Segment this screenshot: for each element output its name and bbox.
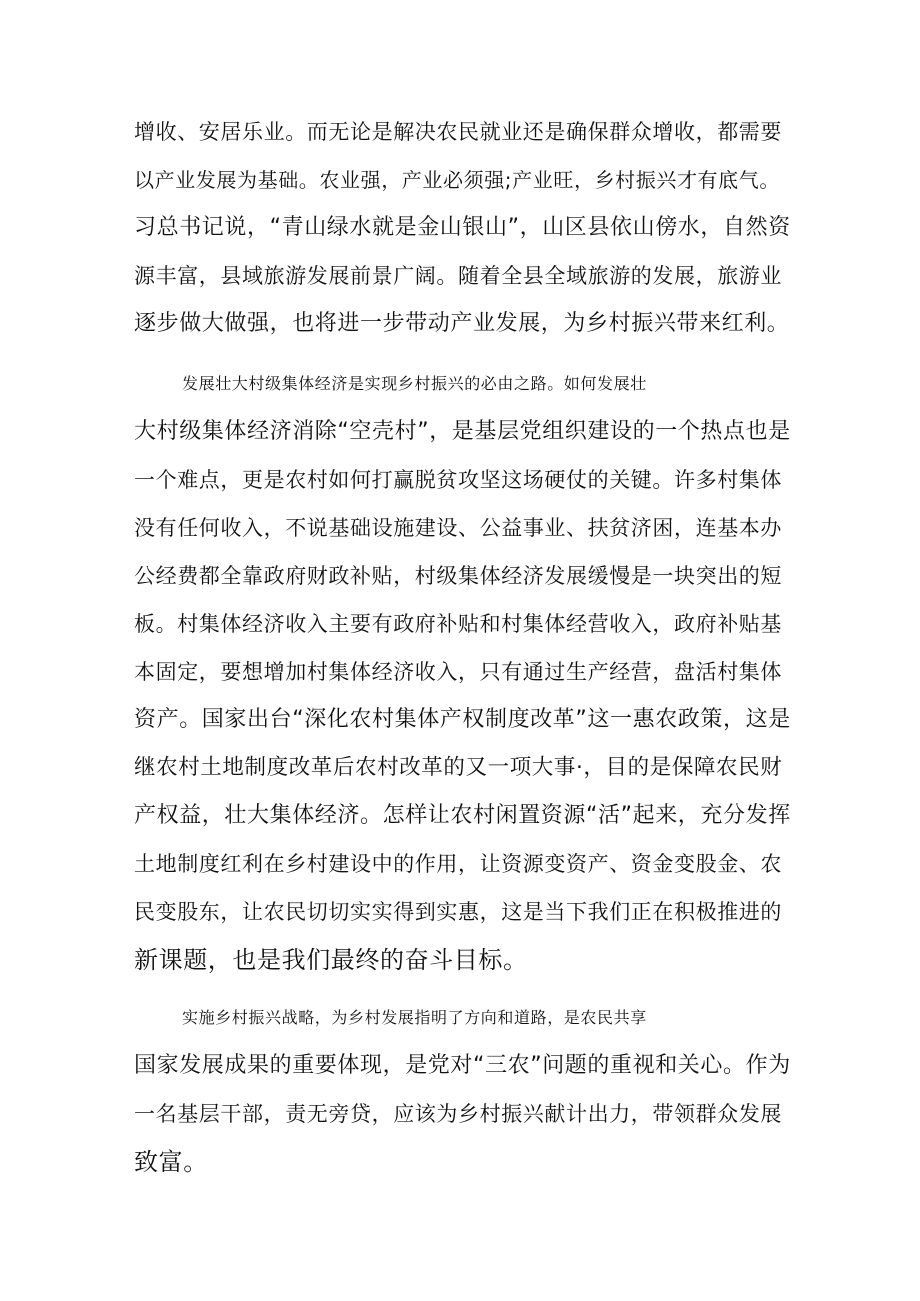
paragraph-line: 国家发展成果的重要体现，是党对“三农”问题的重视和关心。作为: [134, 1053, 791, 1078]
paragraph-line: 民变股东，让农民切切实实得到实惠，这是当下我们正在积极推进的: [134, 900, 782, 924]
paragraph-line: 资产。国家出台“深化农村集体产权制度改革”这一惠农政策，这是: [134, 707, 791, 732]
paragraph-line: 本固定，要想增加村集体经济收入，只有通过生产经营，盘活村集体: [134, 660, 782, 684]
paragraph-line: 公经费都全靠政府财政补贴，村级集体经济发展缓慢是一块突出的短: [134, 564, 782, 588]
paragraph-line: 产权益，壮大集体经济。怎样让农村闲置资源“活”起来，充分发挥: [134, 803, 791, 828]
paragraph-line: 板。村集体经济收入主要有政府补贴和村集体经营收入，政府补贴基: [134, 612, 782, 636]
paragraph-line: 发展壮大村级集体经济是实现乡村振兴的必由之路。如何发展壮: [182, 374, 647, 393]
paragraph-line: 以产业发展为基础。农业强，产业必须强;产业旺，乡村振兴才有底气。: [134, 168, 780, 192]
paragraph-line: 新课题，也是我们最终的奋斗目标。: [134, 946, 528, 974]
paragraph-line: 没有任何收入，不说基础设施建设、公益事业、扶贫济困，连基本办: [134, 516, 782, 540]
paragraph-line: 增收、安居乐业。而无论是解决农民就业还是确保群众增收，都需要: [134, 120, 782, 144]
paragraph-line: 致富。: [134, 1148, 208, 1176]
paragraph-line: 实施乡村振兴战略，为乡村发展指明了方向和道路，是农民共享: [182, 1008, 647, 1027]
paragraph-line: 一个难点，更是农村如何打赢脱贫攻坚这场硬仗的关键。许多村集体: [134, 468, 782, 492]
paragraph-line: 源丰富，县域旅游发展前景广阔。随着全县全域旅游的发展，旅游业: [134, 264, 782, 288]
paragraph-line: 习总书记说，“青山绿水就是金山银山”，山区县依山傍水，自然资: [134, 215, 791, 240]
paragraph-line: 土地制度红利在乡村建设中的作用，让资源变资产、资金变股金、农: [134, 852, 782, 876]
paragraph-line: 大村级集体经济消除“空壳村”，是基层党组织建设的一个热点也是: [134, 419, 791, 444]
paragraph-line: 继农村土地制度改革后农村改革的又一项大事·，目的是保障农民财: [134, 755, 783, 780]
paragraph-line: 一名基层干部，责无旁贷，应该为乡村振兴献计出力，带领群众发展: [134, 1102, 782, 1126]
paragraph-line: 逐步做大做强，也将进一步带动产业发展，为乡村振兴带来红利。: [134, 311, 790, 336]
